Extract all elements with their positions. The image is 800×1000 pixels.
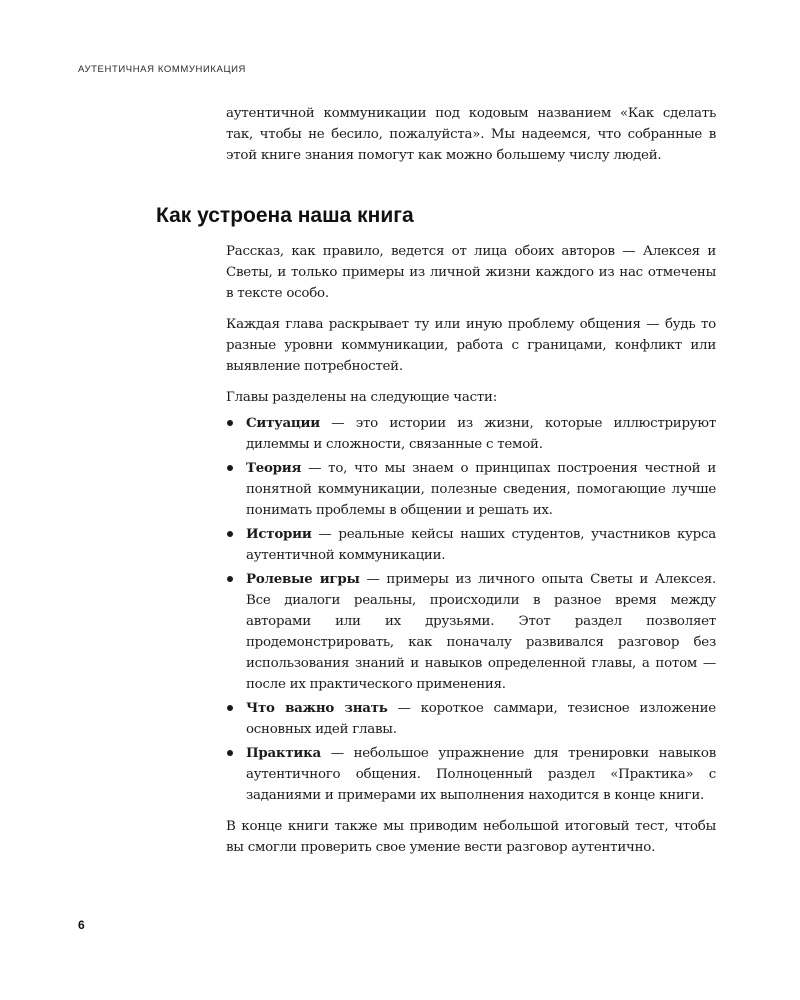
section-content: [226, 241, 716, 868]
bullet-icon: [227, 750, 233, 756]
part-text: — это истории из жизни, которые иллюстрируют дилеммы и сложности, связанные с темой.: [246, 416, 716, 452]
list-item: [226, 524, 716, 566]
part-term: Теория: [246, 460, 302, 476]
part-text: — реальные кейсы наших студентов, участников курса аутентичной коммуникации.: [246, 527, 716, 563]
bullet-icon: [227, 420, 233, 426]
part-term: Практика: [246, 745, 321, 761]
bullet-icon: [227, 531, 233, 537]
part-text: — то, что мы знаем о принципах построения честной и понятной коммуникации, полезные сведения, помогающие лучше понимать проблемы в общении и решать их.: [246, 461, 716, 518]
part-text: — короткое саммари, тезисное изложение основных идей главы.: [246, 701, 716, 737]
chapter-parts-list: [226, 413, 716, 806]
part-term: Ситуации: [246, 415, 320, 431]
list-item: [226, 413, 716, 455]
intro-paragraph: аутентичной коммуникации под кодовым названием «Как сделать так, чтобы не бесило, пожалуйста». Мы надеемся, что собранные в этой книге знания помогут как можно большему числу людей.: [226, 106, 716, 163]
list-item: [226, 698, 716, 740]
list-item: [226, 569, 716, 695]
paragraph-chapters: Каждая глава раскрывает ту или иную проблему общения — будь то разные уровни коммуникации, работа с границами, конфликт или выявление потребностей.: [226, 317, 716, 374]
bullet-icon: [227, 576, 233, 582]
part-text: — примеры из личного опыта Светы и Алексея. Все диалоги реальны, происходили в разное время между авторами или их друзьями. Этот раздел позволяет продемонстрировать, как поначалу развивался разговор без использования знаний и навыков определенной главы, а потом — после их практического применения.: [246, 572, 716, 692]
running-head: АУТЕНТИЧНАЯ КОММУНИКАЦИЯ: [78, 64, 246, 75]
part-term: Что важно знать: [246, 700, 388, 716]
bullet-icon: [227, 705, 233, 711]
part-term: Ролевые игры: [246, 571, 360, 587]
part-term: Истории: [246, 526, 312, 542]
bullet-icon: [227, 465, 233, 471]
list-item: [226, 458, 716, 521]
page-number: 6: [78, 918, 85, 932]
list-intro: Главы разделены на следующие части:: [226, 390, 497, 405]
closing-paragraph: В конце книги также мы приводим небольшой итоговый тест, чтобы вы смогли проверить свое умение вести разговор аутентично.: [226, 819, 716, 855]
section-title: Как устроена наша книга: [156, 204, 414, 227]
part-text: — небольшое упражнение для тренировки навыков аутентичного общения. Полноценный раздел «Практика» с заданиями и примерами их выполнения находится в конце книги.: [246, 746, 716, 803]
paragraph-narration: Рассказ, как правило, ведется от лица обоих авторов — Алексея и Светы, и только примеры из личной жизни каждого из нас отмечены в тексте особо.: [226, 244, 716, 301]
list-item: [226, 743, 716, 806]
intro-block: [226, 103, 716, 166]
